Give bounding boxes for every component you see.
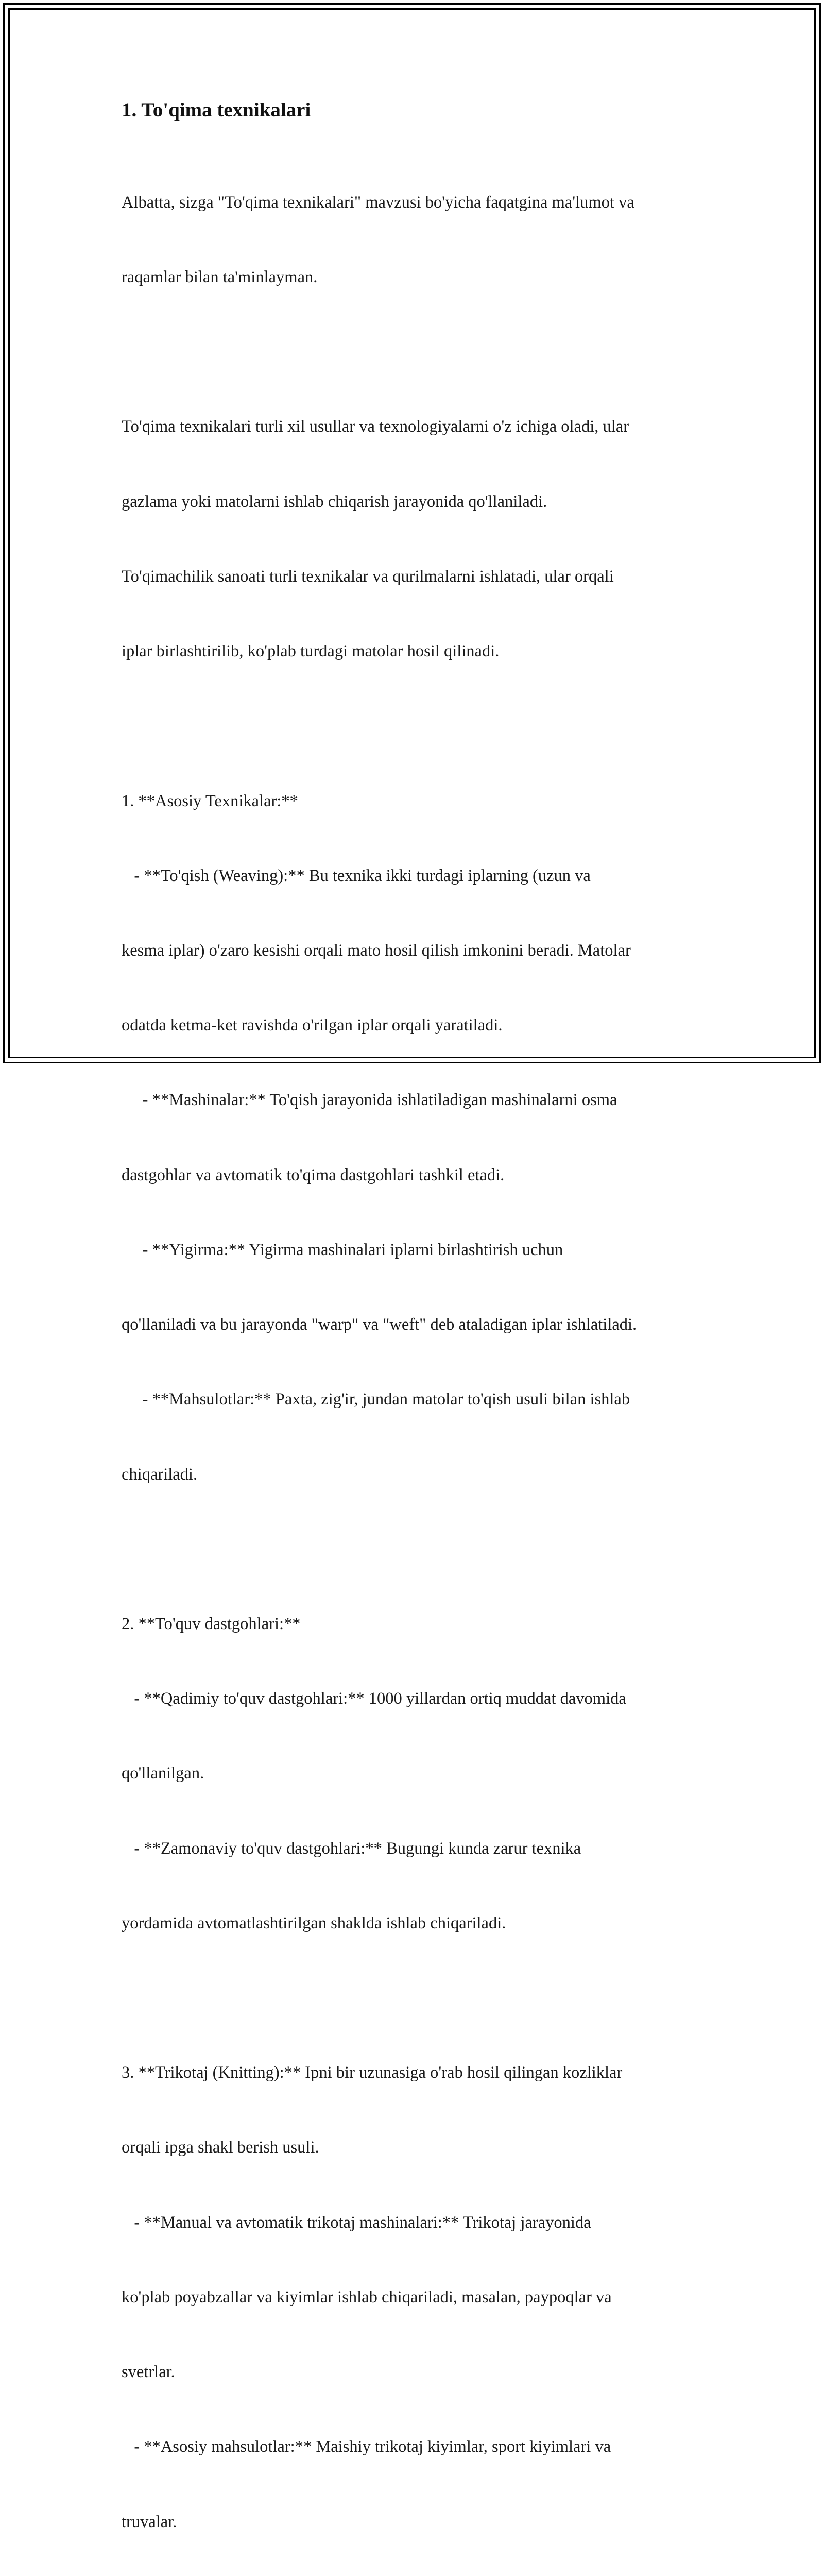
text-line: Albatta, sizga "To'qima texnikalari" mavzusi bo'yicha faqatgina ma'lumot va — [122, 193, 634, 212]
list-item: - **Zamonaviy to'quv dastgohlari:** Bugungi kunda zarur texnika — [122, 1839, 581, 1858]
text-line: orqali ipga shakl berish usuli. — [122, 2138, 319, 2157]
list-item: - **Mashinalar:** To'qish jarayonida ishlatiladigan mashinalarni osma — [122, 1091, 617, 1110]
section-heading: 2. **To'quv dastgohlari:** — [122, 1614, 301, 1633]
text-line: ko'plab poyabzallar va kiyimlar ishlab chiqariladi, masalan, paypoqlar va — [122, 2287, 612, 2307]
text-line: raqamlar bilan ta'minlayman. — [122, 268, 318, 287]
text-line: svetrlar. — [122, 2363, 175, 2382]
list-item: - **Asosiy mahsulotlar:** Maishiy trikotaj kiyimlar, sport kiyimlari va — [122, 2437, 611, 2456]
section-heading: 1. **Asosiy Texnikalar:** — [122, 791, 298, 810]
list-item: - **Qadimiy to'quv dastgohlari:** 1000 yillardan ortiq muddat davomida — [122, 1689, 626, 1708]
text-line: iplar birlashtirilib, ko'plab turdagi matolar hosil qilinadi. — [122, 642, 500, 661]
list-item: - **Yigirma:** Yigirma mashinalari iplarni birlashtirish uchun — [122, 1240, 563, 1259]
text-line: truvalar. — [122, 2512, 177, 2531]
section-looms — [122, 1562, 719, 1986]
text-line: qo'llanilgan. — [122, 1764, 204, 1783]
text-line: gazlama yoki matolarni ishlab chiqarish jarayonida qo'llaniladi. — [122, 492, 547, 511]
text-line: qo'llaniladi va bu jarayonda "warp" va "weft" deb ataladigan iplar ishlatiladi. — [122, 1315, 637, 1334]
intro-paragraph — [122, 140, 719, 340]
text-line: odatda ketma-ket ravishda o'rilgan iplar orqali yaratiladi. — [122, 1016, 503, 1035]
document-body — [122, 96, 719, 2576]
text-line: To'qima texnikalari turli xil usullar va texnologiyalarni o'z ichiga oladi, ular — [122, 417, 629, 436]
text-line: dastgohlar va avtomatik to'qima dastgohlari tashkil etadi. — [122, 1165, 505, 1184]
text-line: yordamida avtomatlashtirilgan shaklda ishlab chiqariladi. — [122, 1913, 506, 1933]
document-title: 1. To'qima texnikalari — [122, 99, 311, 121]
list-item: - **Mahsulotlar:** Paxta, zig'ir, jundan matolar to'qish usuli bilan ishlab — [122, 1390, 630, 1409]
section-basic-techniques — [122, 739, 719, 1537]
list-item: - **To'qish (Weaving):** Bu texnika ikki turdagi iplarning (uzun va — [122, 866, 591, 885]
text-line: To'qimachilik sanoati turli texnikalar va qurilmalarni ishlatadi, ular orqali — [122, 567, 614, 586]
overview-paragraph — [122, 365, 719, 714]
list-item: - **Manual va avtomatik trikotaj mashinalari:** Trikotaj jarayonida — [122, 2213, 591, 2232]
section-knitting — [122, 2010, 719, 2576]
section-heading: 3. **Trikotaj (Knitting):** Ipni bir uzunasiga o'rab hosil qilingan kozliklar — [122, 2063, 623, 2082]
text-line: kesma iplar) o'zaro kesishi orqali mato hosil qilish imkonini beradi. Matolar — [122, 941, 631, 960]
text-line: chiqariladi. — [122, 1465, 198, 1484]
